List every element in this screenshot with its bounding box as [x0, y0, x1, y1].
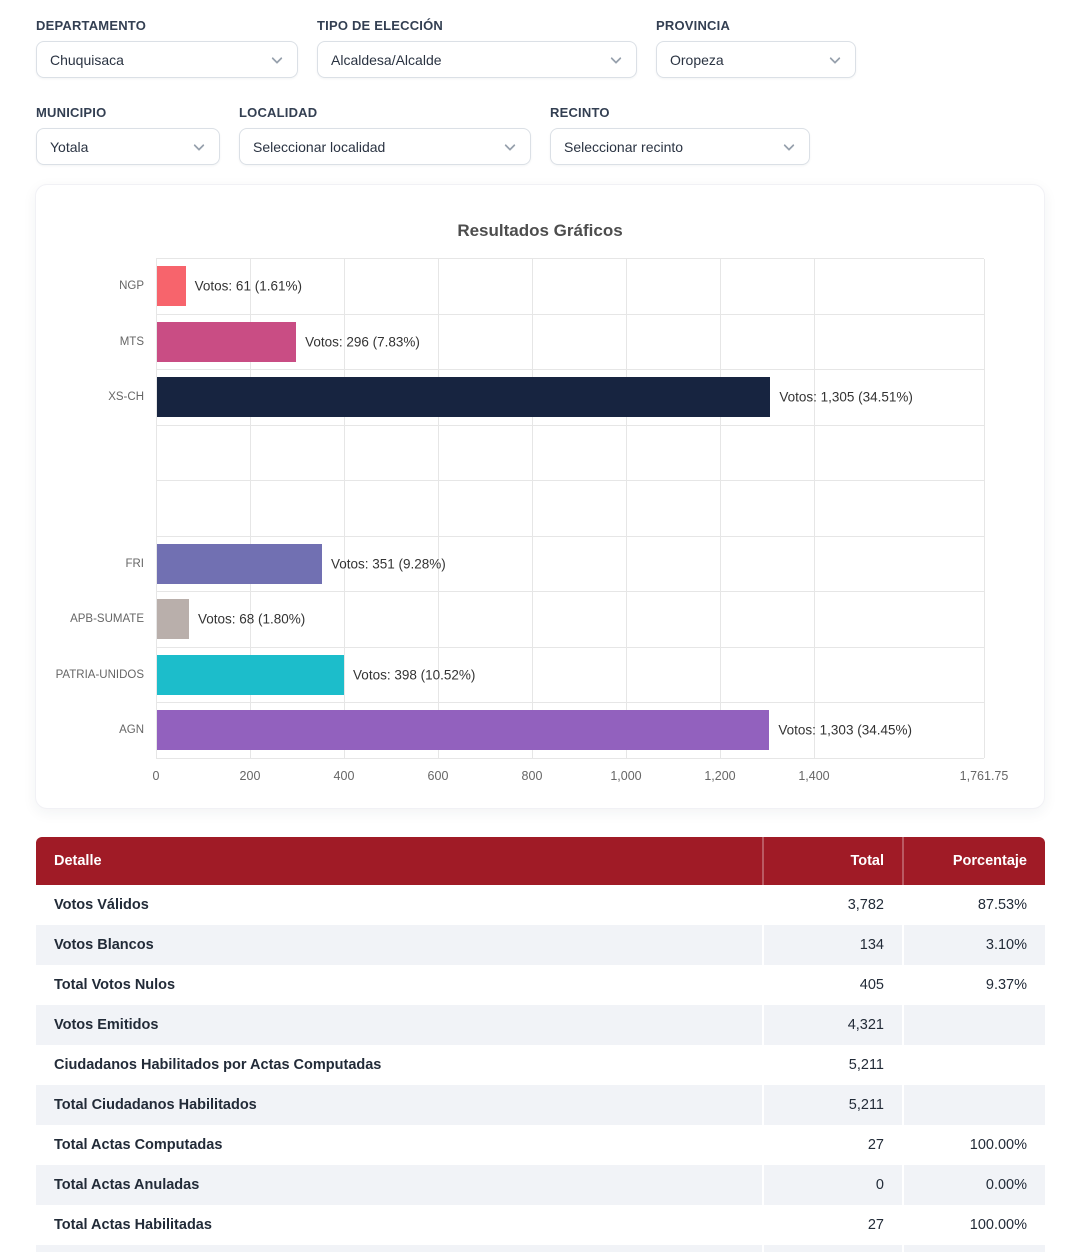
table-row — [36, 1085, 1045, 1125]
recinto-value: Seleccionar recinto — [564, 138, 684, 155]
departamento-label: DEPARTAMENTO — [36, 18, 147, 33]
chart-bar-value-label: Votos: 398 (10.52%) — [353, 667, 476, 683]
chevron-down-icon — [193, 139, 204, 150]
x-axis-tick-label: 1,000 — [610, 769, 642, 783]
localidad-label: LOCALIDAD — [239, 105, 318, 120]
chart-category-label: AGN — [119, 724, 144, 737]
chevron-down-icon — [610, 52, 621, 63]
cell-porcentaje — [902, 1085, 1045, 1125]
chart-title: Resultados Gráficos — [457, 221, 623, 240]
bar-chart — [55, 258, 1009, 788]
chevron-down-icon — [271, 52, 282, 63]
cell-porcentaje: 100.00% — [902, 1125, 1045, 1165]
municipio-value: Yotala — [50, 138, 89, 155]
cell-total: 27 — [762, 1125, 902, 1165]
filter-row-1 — [36, 18, 1080, 78]
cell-total: 4,321 — [762, 1005, 902, 1045]
provincia-value: Oropeza — [670, 51, 724, 68]
chart-category-label: NGP — [119, 280, 144, 293]
filters-panel — [0, 0, 1080, 165]
cell-detalle: Votos Blancos — [54, 937, 154, 953]
chart-bar-ngp — [157, 266, 186, 306]
chart-category-label: APB-SUMATE — [70, 613, 144, 626]
chart-row — [119, 703, 984, 759]
municipio-label: MUNICIPIO — [36, 105, 107, 120]
column-header-total: Total — [762, 837, 902, 885]
filter-provincia — [656, 18, 856, 78]
table-row — [36, 965, 1045, 1005]
chart-gridline — [984, 259, 985, 758]
table-header-row — [36, 837, 1045, 885]
filter-municipio — [36, 105, 220, 165]
cell-porcentaje — [902, 1245, 1045, 1252]
cell-total: 405 — [762, 965, 902, 1005]
chevron-down-icon — [783, 139, 794, 150]
table-body — [36, 885, 1045, 1252]
chart-bar-mts — [157, 322, 296, 362]
chevron-down-icon — [829, 52, 840, 63]
chart-bar-value-label: Votos: 1,303 (34.45%) — [778, 722, 912, 738]
tipo-eleccion-label: TIPO DE ELECCIÓN — [317, 18, 443, 33]
cell-detalle: Total Actas Computadas — [54, 1137, 223, 1153]
x-axis-tick-label: 800 — [521, 769, 543, 783]
chart-row — [108, 370, 984, 426]
tipo-eleccion-value: Alcaldesa/Alcalde — [331, 51, 442, 68]
cell-porcentaje: 100.00% — [902, 1205, 1045, 1245]
recinto-label: RECINTO — [550, 105, 610, 120]
cell-detalle: Votos Válidos — [54, 897, 149, 913]
chart-row — [70, 592, 984, 648]
chart-bar-value-label: Votos: 296 (7.83%) — [305, 334, 420, 350]
cell-porcentaje: 0.00% — [902, 1165, 1045, 1205]
provincia-select[interactable] — [656, 41, 856, 78]
municipio-select[interactable] — [36, 128, 220, 165]
chart-bar-fri — [157, 544, 322, 584]
cell-total: 27 — [762, 1205, 902, 1245]
cell-total — [762, 1245, 902, 1252]
table-row — [36, 925, 1045, 965]
localidad-value: Seleccionar localidad — [253, 138, 386, 155]
cell-porcentaje — [902, 1045, 1045, 1085]
filter-departamento — [36, 18, 298, 78]
results-chart-card — [35, 184, 1045, 809]
cell-detalle: Total Ciudadanos Habilitados — [54, 1097, 257, 1113]
filter-recinto — [550, 105, 810, 165]
cell-total: 3,782 — [762, 885, 902, 925]
chart-bar-xs-ch — [157, 377, 770, 417]
chart-bar-value-label: Votos: 1,305 (34.51%) — [779, 389, 913, 405]
table-row — [36, 1245, 1045, 1252]
chart-bar-agn — [157, 710, 769, 750]
table-row — [36, 1205, 1045, 1245]
chart-row — [119, 259, 984, 315]
chart-bar-value-label: Votos: 351 (9.28%) — [330, 556, 446, 572]
cell-total: 5,211 — [762, 1085, 902, 1125]
cell-porcentaje: 3.10% — [902, 925, 1045, 965]
cell-detalle — [36, 1245, 762, 1252]
chart-bar-value-label: Votos: 61 (1.61%) — [194, 278, 302, 294]
chart-row — [156, 426, 984, 482]
chart-row — [125, 537, 984, 593]
table-row — [36, 1125, 1045, 1165]
cell-total: 5,211 — [762, 1045, 902, 1085]
x-axis-tick-label: 400 — [333, 769, 355, 783]
x-axis-tick-label: 1,761.75 — [959, 769, 1009, 783]
cell-detalle: Total Actas Anuladas — [54, 1177, 200, 1193]
column-header-porcentaje: Porcentaje — [902, 837, 1045, 885]
cell-detalle: Total Votos Nulos — [54, 977, 176, 993]
chart-category-label: PATRIA-UNIDOS — [55, 668, 144, 681]
chart-category-label: MTS — [119, 335, 144, 348]
filter-tipo-eleccion — [317, 18, 637, 78]
x-axis-tick-label: 0 — [152, 769, 160, 783]
recinto-select[interactable] — [550, 128, 810, 165]
cell-total: 0 — [762, 1165, 902, 1205]
chart-bar-value-label: Votos: 68 (1.80%) — [197, 611, 306, 627]
chevron-down-icon — [504, 139, 515, 150]
chart-plot-area — [55, 258, 984, 758]
departamento-value: Chuquisaca — [50, 51, 124, 68]
chart-row — [119, 315, 984, 371]
column-header-detalle: Detalle — [54, 853, 102, 869]
filter-row-2 — [36, 105, 1080, 165]
filter-localidad — [239, 105, 531, 165]
x-axis-tick-label: 200 — [239, 769, 261, 783]
table-row — [36, 1005, 1045, 1045]
chart-category-label: FRI — [125, 557, 144, 570]
chart-bar-patria-unidos — [157, 655, 344, 695]
chart-bar-apb-sumate — [157, 599, 189, 639]
chart-row — [55, 648, 984, 704]
chart-row — [156, 481, 984, 537]
localidad-select[interactable] — [239, 128, 531, 165]
x-axis-tick-label: 1,200 — [704, 769, 736, 783]
cell-porcentaje: 87.53% — [902, 885, 1045, 925]
chart-x-axis — [152, 758, 1009, 788]
results-table — [36, 837, 1045, 1252]
tipo-eleccion-select[interactable] — [317, 41, 637, 78]
provincia-label: PROVINCIA — [656, 18, 731, 33]
cell-detalle: Ciudadanos Habilitados por Actas Computadas — [54, 1057, 382, 1073]
cell-porcentaje: 9.37% — [902, 965, 1045, 1005]
cell-detalle: Total Actas Habilitadas — [54, 1217, 212, 1233]
table-row — [36, 1045, 1045, 1085]
cell-porcentaje — [902, 1005, 1045, 1045]
x-axis-tick-label: 1,400 — [798, 769, 830, 783]
departamento-select[interactable] — [36, 41, 298, 78]
x-axis-tick-label: 600 — [427, 769, 449, 783]
table-row — [36, 885, 1045, 925]
table-row — [36, 1165, 1045, 1205]
cell-detalle: Votos Emitidos — [54, 1017, 159, 1033]
chart-category-label: XS-CH — [108, 391, 144, 404]
cell-total: 134 — [762, 925, 902, 965]
